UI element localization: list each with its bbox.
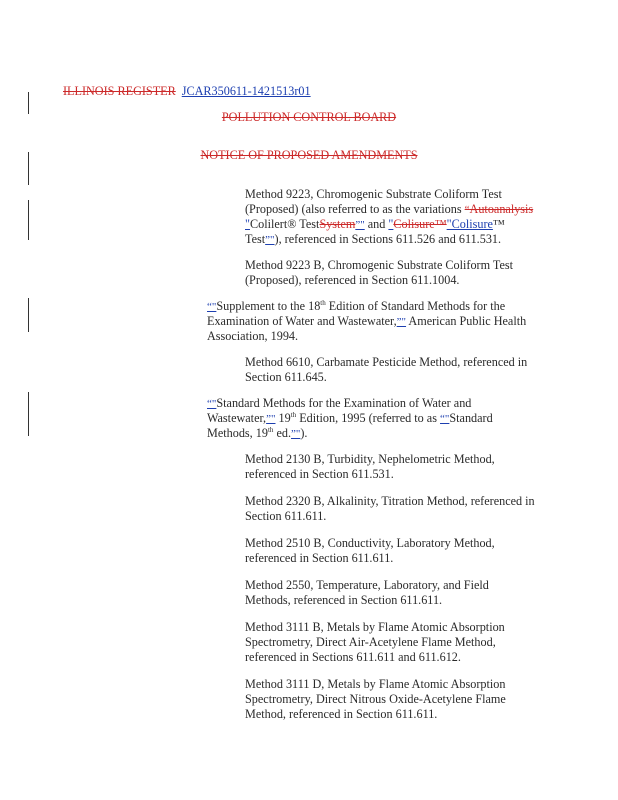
text-line: Methods, referenced in Section 611.611. [245, 593, 443, 607]
text-line: (Proposed), referenced in Section 611.1004. [245, 273, 460, 287]
text-line: Method 9223 B, Chromogenic Substrate Coliform Test [245, 258, 514, 272]
text-line: Method 3111 D, Metals by Flame Atomic Absorption [245, 677, 506, 691]
text-line: “"Supplement to the 18th Edition of Standard Methods for the [207, 298, 506, 313]
text-line: Method 2550, Temperature, Laboratory, and Field [245, 578, 489, 592]
change-bar [28, 200, 29, 240]
text-line: (Proposed) (also referred to as the variations “Autoanalysis [245, 202, 534, 216]
text-line: “"Standard Methods for the Examination of Water and [207, 396, 472, 410]
text-line: Spectrometry, Direct Nitrous Oxide-Acetylene Flame [245, 692, 506, 706]
text-line: Section 611.645. [245, 370, 327, 384]
change-bar [28, 392, 29, 436]
text-line: Test”"), referenced in Sections 611.526 and 611.531. [245, 232, 502, 246]
text-line: Method 2130 B, Turbidity, Nephelometric Method, [245, 452, 495, 466]
text-line: referenced in Section 611.611. [245, 551, 394, 565]
notice-heading: NOTICE OF PROPOSED AMENDMENTS [200, 148, 418, 162]
register-header [63, 84, 311, 98]
text-line: Methods, 19th ed.”"). [207, 425, 308, 440]
register-inserted: JCAR350611-1421513r01 [181, 84, 311, 98]
text-line: Method, referenced in Section 611.611. [245, 707, 438, 721]
text-line: Association, 1994. [207, 329, 299, 343]
text-line: Method 2510 B, Conductivity, Laboratory Method, [245, 536, 495, 550]
register-deleted: ILLINOIS REGISTER [63, 84, 176, 98]
text-line: Method 9223, Chromogenic Substrate Coliform Test [245, 187, 502, 201]
text-line: Section 611.611. [245, 509, 327, 523]
text-line: "Colilert® TestSystem”" and "Colisure™"Colisure™ [245, 217, 505, 231]
text-line: Method 6610, Carbamate Pesticide Method, referenced in [245, 355, 528, 369]
text-line: Method 3111 B, Metals by Flame Atomic Absorption [245, 620, 505, 634]
text-line: Wastewater,”" 19th Edition, 1995 (referred to as “"Standard [207, 410, 493, 425]
text-line: Spectrometry, Direct Air-Acetylene Flame Method, [245, 635, 496, 649]
text-line: Examination of Water and Wastewater,”" American Public Health [207, 314, 527, 328]
text-line: referenced in Section 611.531. [245, 467, 394, 481]
text-line: Method 2320 B, Alkalinity, Titration Method, referenced in [245, 494, 535, 508]
text-line: referenced in Sections 611.611 and 611.612. [245, 650, 461, 664]
change-bar [28, 298, 29, 332]
board-heading: POLLUTION CONTROL BOARD [221, 110, 397, 124]
